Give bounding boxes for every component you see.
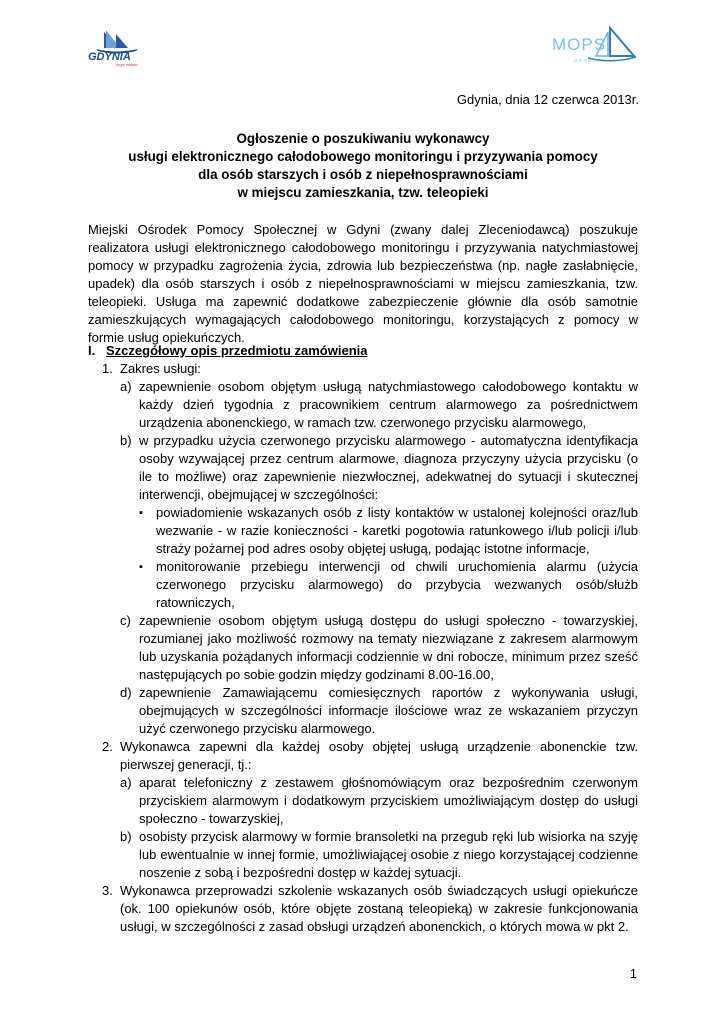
section-heading — [88, 342, 638, 360]
list-item-marker: b) — [120, 433, 132, 448]
gdynia-logo-text: GDYNIA — [88, 51, 131, 63]
mops-logo-subtext: GDYNIA — [574, 58, 601, 63]
list-item-marker: b) — [120, 829, 132, 844]
mops-logo — [538, 24, 638, 68]
list-item-marker: 2. — [102, 739, 113, 754]
intro-paragraph: Miejski Ośrodek Pomocy Społecznej w Gdyni (zwany dalej Zleceniodawcą) poszukuje realizatora usługi elektronicznego całodobowego monitoringu i przyzywania natychmiastowej pomocy w przypadku zagrożenia życia, zdrowia lub bezpieczeństwa (np. nagłe zasłabnięcie, upadek) dla osób starszych i osób z niepełnosprawnościami w miejscu zamieszkania, tzw. teleopieki. Usługa ma zapewnić dodatkowe zabezpieczenie głównie dla osób samotnie zamieszkujących wymagających całodobowego monitoringu, korzystających z pomocy w formie usług opiekuńczych. — [88, 222, 638, 345]
list-item — [88, 738, 638, 774]
title-line: w miejscu zamieszkania, tzw. teleopieki — [237, 185, 489, 200]
list-item-text: Zakres usługi: — [120, 361, 201, 376]
list-item-text: Wykonawca zapewni dla każdej osoby objętej usługą urządzenie abonenckie tzw. pierwszej generacji, tj.: — [120, 739, 638, 772]
list-item — [88, 504, 638, 558]
list-item-text: zapewnienie Zamawiającemu comiesięcznych raportów z wykonywania usługi, obejmujących w szczególności informacje ilościowe wraz ze wskazaniem przyczyn użyć czerwonego przycisku alarmowego. — [139, 685, 638, 736]
list-item — [88, 558, 638, 612]
list-item-text: monitorowanie przebiegu interwencji od chwili uruchomienia alarmu (użycia czerwonego przycisku alarmowego) do przybycia wezwanych osób/służb ratowniczych, — [156, 559, 638, 610]
list-item-text: Wykonawca przeprowadzi szkolenie wskazanych osób świadczących usługi opiekuńcze (ok. 100 opiekunów osób, które objęte zostaną teleopieką) w zakresie funkcjonowania usługi, w szczególności z zasad obsługi urządzeń abonenckich, o których mowa w pkt 2. — [120, 883, 638, 934]
list-item — [88, 828, 638, 882]
list-item-text: zapewnienie osobom objętym usługą natychmiastowego całodobowego kontaktu w każdy dzień tygodnia z pracownikiem centrum alarmowego za pośrednictwem urządzenia abonenckiego, w ramach tzw. czerwonego przycisku alarmowego, — [139, 379, 638, 430]
document-date: Gdynia, dnia 12 czerwca 2013r. — [456, 92, 639, 107]
list-item — [88, 378, 638, 432]
list-item — [88, 360, 638, 378]
list-item-text: zapewnienie osobom objętym usługą dostępu do usługi społeczno - towarzyskiej, rozumianej jako możliwość rozmowy na tematy niezwiązane z zakresem alarmowym lub uzyskania pożądanych informacji codziennie w dni robocze, minimum przez sześć następujących po sobie godzin między godzinami 8.00-16.00, — [139, 613, 638, 682]
list-item-text: w przypadku użycia czerwonego przycisku alarmowego - automatyczna identyfikacja osoby wzywającej przez centrum alarmowe, diagnoza przyczyny użycia przycisku (o ile to możliwe) oraz zapewnienie niezwłocznej, adekwatnej do sytuacji i skutecznej interwencji, obejmującej w szczególności: — [139, 433, 638, 502]
list-item-marker: d) — [120, 685, 132, 700]
list-item — [88, 882, 638, 936]
title-line: dla osób starszych i osób z niepełnosprawnościami — [198, 167, 528, 182]
gdynia-logo — [86, 28, 146, 68]
section-title: Szczegółowy opis przedmiotu zamówienia — [106, 343, 368, 358]
list-item-marker: a) — [120, 775, 132, 790]
requirements-list — [88, 360, 638, 936]
list-item-marker: a) — [120, 379, 132, 394]
list-item — [88, 684, 638, 738]
title-line: Ogłoszenie o poszukiwaniu wykonawcy — [236, 131, 490, 146]
list-item-marker: 1. — [102, 361, 113, 376]
list-item-marker: ▪ — [139, 561, 143, 573]
list-item — [88, 774, 638, 828]
list-item — [88, 432, 638, 504]
list-item-text: osobisty przycisk alarmowy w formie bransoletki na przegub ręki lub wisiorka na szyję lub ewentualnie w innej formie, umożliwiającej osobie z niego korzystającej codzienne noszenie z sobą i bezpośredni dostęp w każdej sytuacji. — [139, 829, 638, 880]
mops-logo-text: MOPS — [552, 35, 607, 54]
list-item-text: powiadomienie wskazanych osób z listy kontaktów w ustalonej kolejności oraz/lub wezwanie - w razie konieczności - karetki pogotowia ratunkowego i/lub policji i/lub straży pożarnej pod adres osoby objętej usługą, podając istotne informacje, — [156, 505, 638, 556]
list-item-marker: ▪ — [139, 507, 143, 519]
list-item-marker: c) — [120, 613, 131, 628]
list-item-text: aparat telefoniczny z zestawem głośnomówiącym oraz bezpośrednim czerwonym przyciskiem alarmowym i dodatkowym przyciskiem umożliwiającym dostęp do usługi społeczno - towarzyskiej, — [139, 775, 638, 826]
list-item — [88, 612, 638, 684]
section-number: I. — [88, 343, 96, 358]
list-item-marker: 3. — [102, 883, 113, 898]
document-title — [88, 130, 638, 202]
page-number: 1 — [629, 966, 637, 981]
title-line: usługi elektronicznego całodobowego monitoringu i przyzywania pomocy — [128, 149, 598, 164]
gdynia-logo-subtext: moje miasto — [116, 62, 138, 67]
